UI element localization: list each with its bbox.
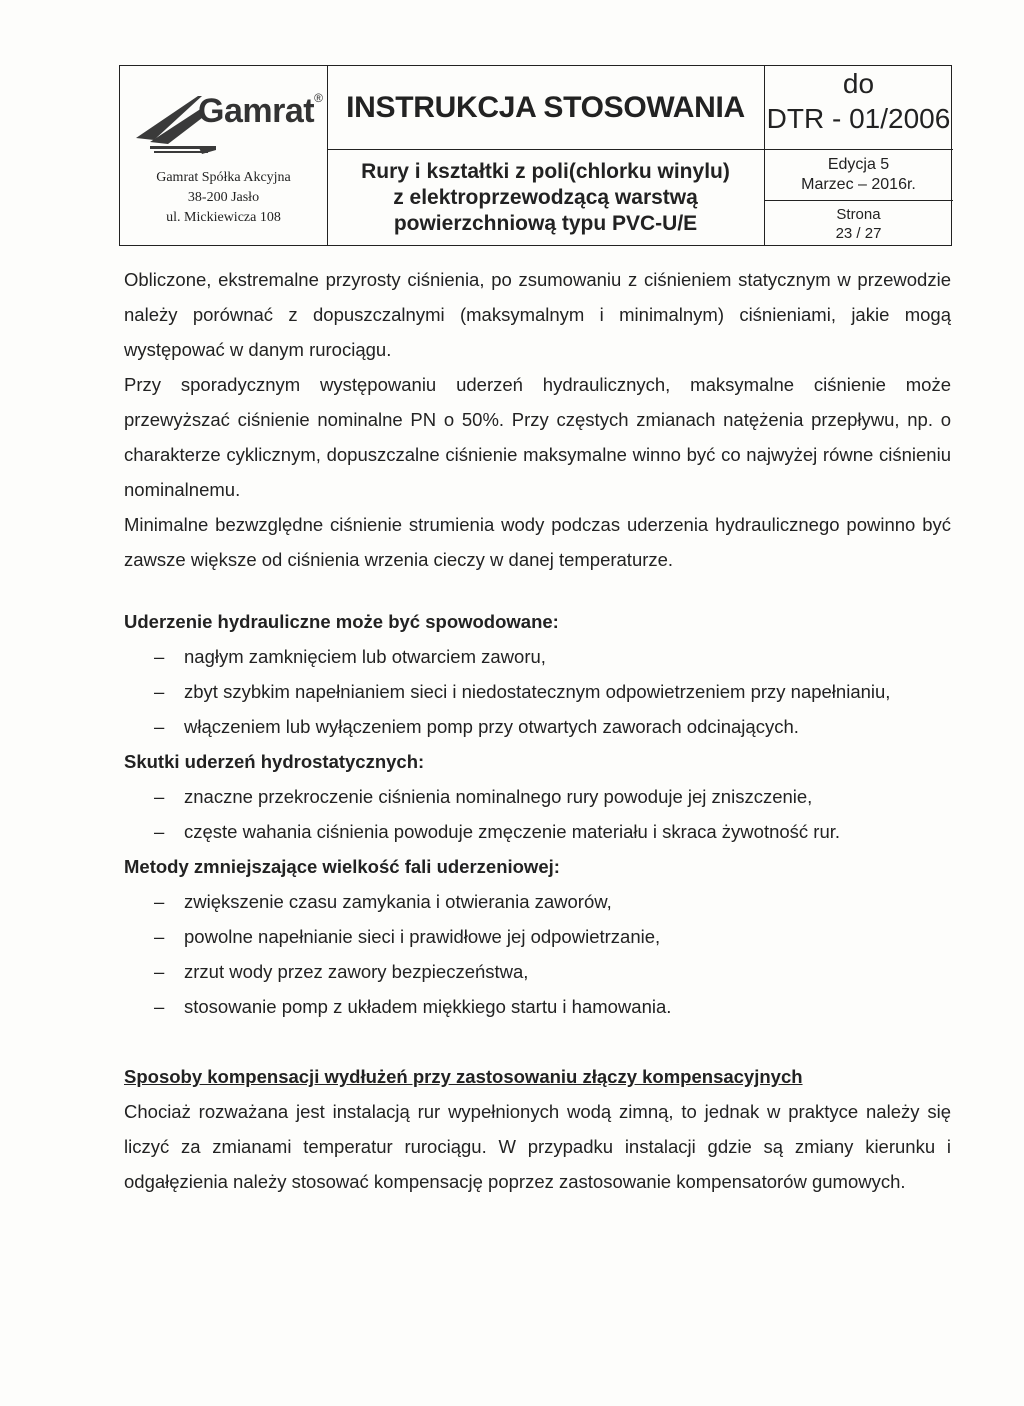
section-heading-underlined: Sposoby kompensacji wydłużeń przy zastosowaniu złączy kompensacyjnych xyxy=(124,1066,803,1087)
subtitle-line: z elektroprzewodzącą warstwą xyxy=(393,186,698,209)
list-item: – częste wahania ciśnienia powoduje zmęczenie materiału i skraca żywotność rur. xyxy=(154,821,841,842)
bullet-list xyxy=(124,884,951,1024)
page-label: Strona xyxy=(836,206,881,223)
company-street: ul. Mickiewicza 108 xyxy=(166,210,281,225)
list-item: – znaczne przekroczenie ciśnienia nominalnego rury powoduje jej zniszczenie, xyxy=(154,786,813,807)
paragraph: Chociaż rozważana jest instalacją rur wypełnionych wodą zimną, to jednak w praktyce należy się liczyć za zmianami temperatur rurociągu. W przypadku instalacji gdzie są zmiany kierunku i odgałęzienia należy stosować kompensację poprzez zastosowanie kompensatorów gumowych. xyxy=(124,1101,951,1192)
section-heading: Skutki uderzeń hydrostatycznych: xyxy=(124,751,425,772)
list-item: – zrzut wody przez zawory bezpieczeństwa, xyxy=(154,961,529,982)
list-item: – zwiększenie czasu zamykania i otwierania zaworów, xyxy=(154,891,612,912)
header-divider xyxy=(764,200,953,201)
company-name: Gamrat Spółka Akcyjna xyxy=(156,170,291,185)
page-info xyxy=(764,205,953,243)
bullet-list xyxy=(124,639,951,744)
doc-prefix: do xyxy=(842,68,875,99)
document-body xyxy=(124,262,951,1199)
page-number: 23 / 27 xyxy=(835,225,882,242)
logo-wordmark: Gamrat® xyxy=(198,91,323,130)
list-item: – włączeniem lub wyłączeniem pomp przy otwartych zaworach odcinających. xyxy=(154,716,799,737)
edition-date: Marzec – 2016r. xyxy=(801,176,916,193)
paragraph: Minimalne bezwzględne ciśnienie strumienia wody podczas uderzenia hydraulicznego powinno być zawsze większe od ciśnienia wrzenia cieczy w danej temperaturze. xyxy=(124,514,951,570)
subtitle-line: Rury i kształtki z poli(chlorku winylu) xyxy=(361,160,730,183)
list-item: – powolne napełnianie sieci i prawidłowe jej odpowietrzanie, xyxy=(154,926,661,947)
list-item: – zbyt szybkim napełnianiem sieci i niedostatecznym odpowietrzeniem przy napełnianiu, xyxy=(154,681,891,702)
paragraph: Przy sporadycznym występowaniu uderzeń hydraulicznych, maksymalne ciśnienie może przewyższać ciśnienie nominalne PN o 50%. Przy częstych zmianach natężenia przepływu, np. o charakterze cyklicznym, dopuszczalne ciśnienie maksymalne winno być co najwyżej równe ciśnieniu nominalnemu. xyxy=(124,374,951,500)
section-heading: Metody zmniejszające wielkość fali uderzeniowej: xyxy=(124,856,560,877)
edition-info xyxy=(764,155,953,195)
paragraph: Obliczone, ekstremalne przyrosty ciśnienia, po zsumowaniu z ciśnieniem statycznym w przewodzie należy porównać z dopuszczalnymi (maksymalnym i minimalnym) ciśnieniami, jakie mogą występować w danym rurociągu. xyxy=(124,269,951,360)
company-city: 38-200 Jasło xyxy=(187,190,260,205)
section-heading: Uderzenie hydrauliczne może być spowodowane: xyxy=(124,611,559,632)
document-title: INSTRUKCJA STOSOWANIA xyxy=(346,90,745,124)
company-address xyxy=(120,168,327,228)
subtitle-line: powierzchniową typu PVC-U/E xyxy=(393,212,698,235)
list-item: – stosowanie pomp z układem miękkiego startu i hamowania. xyxy=(154,996,672,1017)
document-subtitle xyxy=(327,149,764,247)
bullet-list xyxy=(124,779,951,849)
document-header-table xyxy=(119,65,952,246)
edition-label: Edycja 5 xyxy=(827,156,890,173)
doc-number: DTR - 01/2006 xyxy=(766,103,951,134)
list-item: – nagłym zamknięciem lub otwarciem zaworu, xyxy=(154,646,546,667)
